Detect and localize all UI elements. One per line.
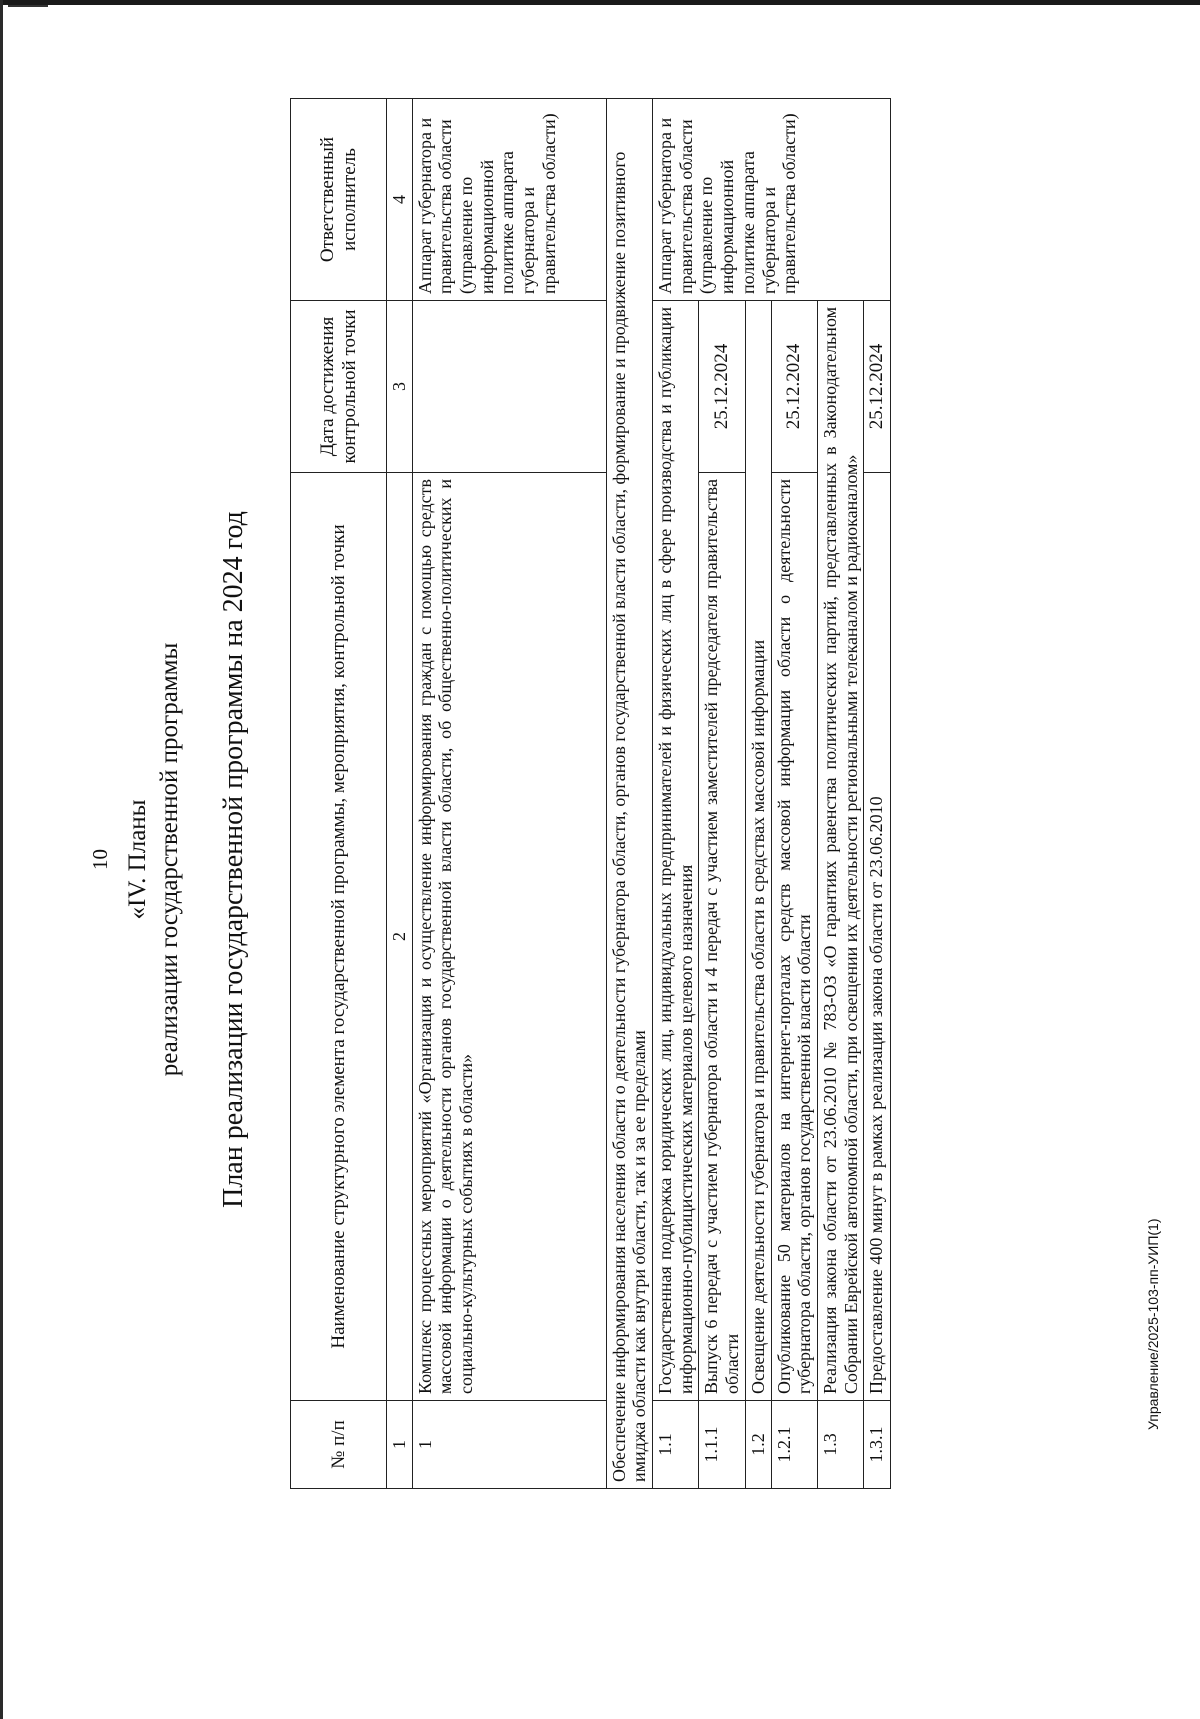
- table-row: [817, 99, 863, 1489]
- table-row: [864, 99, 891, 1489]
- row-num: 1.2.1: [771, 1401, 817, 1489]
- row-name: Выпуск 6 передач с участием губернатора области и 4 передач с участием заместителей председателя правительства области: [699, 473, 745, 1401]
- plan-table: [290, 98, 891, 1489]
- table-row: [606, 99, 652, 1489]
- col-number: 2: [387, 473, 413, 1401]
- section-subtitle: реализации государственной программы: [156, 642, 183, 1077]
- table-row: [771, 99, 817, 1489]
- row-date: [412, 301, 606, 473]
- page-number: 10: [88, 849, 112, 870]
- table-row: [699, 99, 745, 1489]
- plan-title: План реализации государственной программы на 2024 год: [218, 511, 249, 1208]
- row-name: Государственная поддержка юридических лиц, индивидуальных предпринимателей и физических лиц в сфере производства и публикации информационно-публицистических материалов целевого назначения: [653, 301, 699, 1401]
- header-num: № п/п: [291, 1401, 387, 1489]
- row-executor: Аппарат губернатора и правительства области (управление по информационной политике аппарата губернатора и правительства области): [653, 99, 891, 301]
- row-num: 1: [412, 1401, 606, 1489]
- row-name: Реализация закона области от 23.06.2010 № 783-ОЗ «О гарантиях равенства политических партий, представленных в Законодательном Собрании Еврейской автономной области, при освещении их деятельности региональными телеканалом и радиоканалом»: [817, 301, 863, 1401]
- row-name: Предоставление 400 минут в рамках реализации закона области от 23.06.2010: [864, 473, 891, 1401]
- col-number: 4: [387, 99, 413, 301]
- row-num: 1.3.1: [864, 1401, 891, 1489]
- header-row: [291, 99, 387, 1489]
- table-row: [412, 99, 606, 1489]
- row-date: 25.12.2024: [699, 301, 745, 473]
- header-date: Дата достижения контрольной точки: [291, 301, 387, 473]
- row-name: Комплекс процессных мероприятий «Организация и осуществление информирования граждан с помощью средств массовой информации о деятельности органов государственной власти области, об общественно-политических и социально-культурных событиях в области»: [412, 473, 606, 1401]
- row-num: 1.1: [653, 1401, 699, 1489]
- row-executor: Аппарат губернатора и правительства области (управление по информационной политике аппарата губернатора и правительства области): [412, 99, 606, 301]
- row-num: 1.3: [817, 1401, 863, 1489]
- table-row: [745, 99, 771, 1489]
- row-num: 1.1.1: [699, 1401, 745, 1489]
- document-code-text: Управление/2025-103-пп-УИП(1): [1145, 1218, 1161, 1430]
- header-name: Наименование структурного элемента государственной программы, мероприятия, контрольной точки: [291, 473, 387, 1401]
- row-num: 1.2: [745, 1401, 771, 1489]
- row-section-text: Обеспечение информирования населения области о деятельности губернатора области, органов государственной власти области, формирование и продвижение позитивного имиджа области как внутри области, так и за ее пределами: [606, 99, 652, 1489]
- section-title: «IV. Планы: [124, 799, 151, 920]
- table-row: [653, 99, 699, 1489]
- column-number-row: [387, 99, 413, 1489]
- row-date: 25.12.2024: [771, 301, 817, 473]
- row-name: Освещение деятельности губернатора и правительства области в средствах массовой информации: [745, 301, 771, 1401]
- col-number: 1: [387, 1401, 413, 1489]
- row-date: 25.12.2024: [864, 301, 891, 473]
- header-executor: Ответственный исполнитель: [291, 99, 387, 301]
- row-name: Опубликование 50 материалов на интернет-порталах средств массовой информации области о деятельности губернатора области, органов государственной власти области: [771, 473, 817, 1401]
- col-number: 3: [387, 301, 413, 473]
